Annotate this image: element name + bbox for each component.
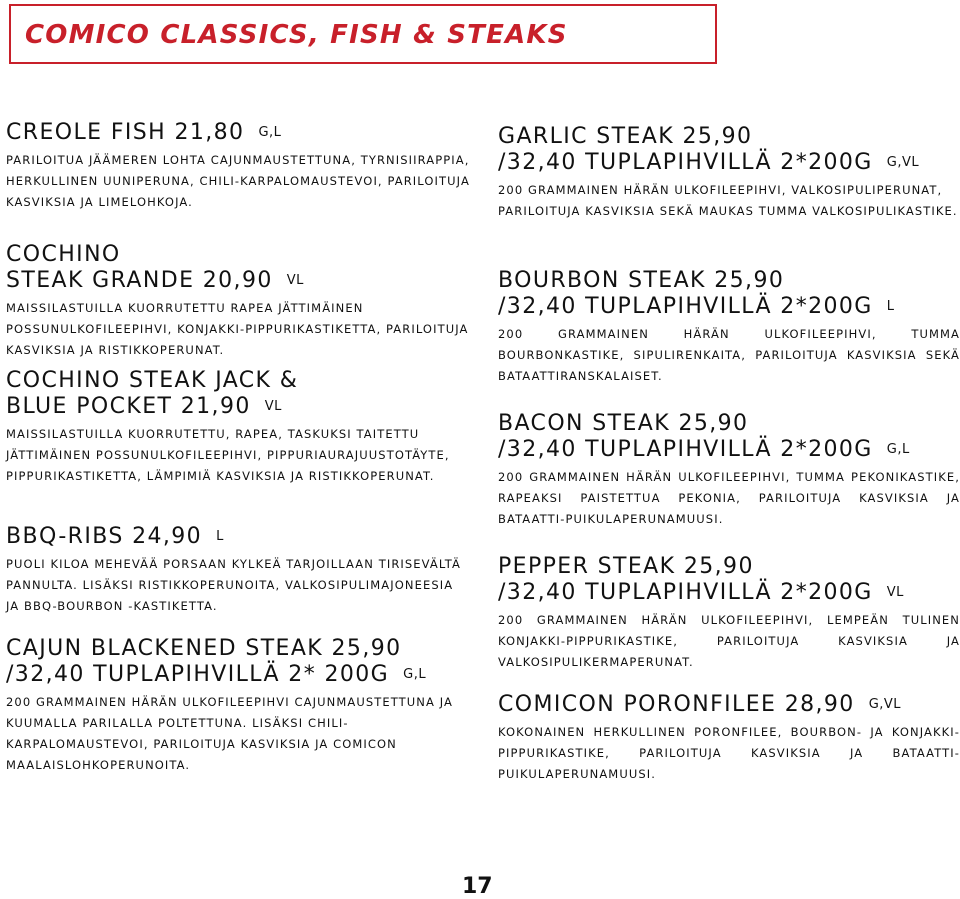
item-title (6, 120, 470, 146)
menu-item-garlic-steak (498, 124, 960, 222)
diet-tags: G,VL (868, 697, 902, 712)
item-description: 200 GRAMMAINEN HÄRÄN ULKOFILEEPIHVI CAJUNMAUSTETTUNA JA KUUMALLA PARILALLA POLTETTUNA. LISÄKSI CHILI-KARPALOMAUSTEVOI, PARILOITUJA KASVIKSIA JA COMICON MAALAISLOHKOPERUNOITA. (6, 695, 453, 772)
item-title-line: BACON STEAK 25,90 (498, 411, 749, 436)
menu-item-cajun-blackened-steak (6, 636, 470, 776)
item-title-line: BOURBON STEAK 25,90 (498, 268, 785, 293)
menu-item-cochino-steak-jack (6, 368, 470, 487)
menu-item-cochino-steak-grande (6, 242, 470, 361)
item-title (6, 368, 470, 420)
item-title (498, 268, 960, 320)
header-box (9, 4, 717, 64)
item-description: KOKONAINEN HERKULLINEN PORONFILEE, BOURBON- JA KONJAKKI-PIPPURIKASTIKE, PARILOITUJA KASVIKSIA JA BATAATTI-PUIKULAPERUNAMUUSI. (498, 725, 960, 781)
item-description: 200 GRAMMAINEN HÄRÄN ULKOFILEEPIHVI, LEMPEÄN TULINEN KONJAKKI-PIPPURIKASTIKE, PARILOITUJA KASVIKSIA JA VALKOSIPULIKERMAPERUNAT. (498, 613, 960, 669)
diet-tags: VL (886, 585, 904, 600)
item-title-line: COMICON PORONFILEE 28,90 (498, 692, 855, 717)
menu-item-bacon-steak (498, 411, 960, 530)
item-title (498, 554, 960, 606)
diet-tags: G,L (886, 442, 910, 457)
diet-tags: L (886, 299, 895, 314)
item-title-line: PEPPER STEAK 25,90 (498, 554, 754, 579)
item-title (498, 411, 960, 463)
item-title-line: CREOLE FISH 21,80 (6, 120, 245, 145)
menu-item-pepper-steak (498, 554, 960, 673)
menu-item-comicon-poronfilee (498, 692, 960, 785)
item-title-line: STEAK GRANDE 20,90 (6, 268, 273, 293)
diet-tags: L (216, 529, 224, 544)
diet-tags: VL (286, 273, 304, 288)
item-title-line: BBQ-RIBS 24,90 (6, 524, 203, 549)
item-title (6, 524, 470, 550)
item-description: 200 GRAMMAINEN HÄRÄN ULKOFILEEPIHVI, VALKOSIPULIPERUNAT, PARILOITUJA KASVIKSIA SEKÄ MAUKAS TUMMA VALKOSIPULIKASTIKE. (498, 183, 958, 218)
diet-tags: VL (264, 399, 282, 414)
item-title-line: CAJUN BLACKENED STEAK 25,90 (6, 636, 402, 661)
diet-tags: G,VL (886, 155, 920, 170)
page-title: COMICO CLASSICS, FISH & STEAKS (25, 20, 568, 50)
item-title (498, 124, 960, 176)
menu-item-creole-fish (6, 120, 470, 213)
diet-tags: G,L (258, 125, 282, 140)
item-title-line: /32,40 TUPLAPIHVILLÄ 2* 200G (6, 662, 390, 687)
page-number: 17 (462, 874, 493, 899)
item-description: MAISSILASTUILLA KUORRUTETTU RAPEA JÄTTIMÄINEN POSSUNULKOFILEEPIHVI, KONJAKKI-PIPPURIKASTIKETTA, PARILOITUJA KASVIKSIA JA RISTIKKOPERUNAT. (6, 301, 469, 357)
item-title-line: /32,40 TUPLAPIHVILLÄ 2*200G (498, 437, 873, 462)
item-title-line: BLUE POCKET 21,90 (6, 394, 251, 419)
item-title-line: /32,40 TUPLAPIHVILLÄ 2*200G (498, 294, 873, 319)
item-description: 200 GRAMMAINEN HÄRÄN ULKOFILEEPIHVI, TUMMA BOURBONKASTIKE, SIPULIRENKAITA, PARILOITUJA KASVIKSIA SEKÄ BATAATTIRANSKALAISET. (498, 327, 960, 383)
diet-tags: G,L (403, 667, 427, 682)
item-title (6, 636, 470, 688)
item-title-line: COCHINO STEAK JACK & (6, 368, 299, 393)
item-description: PUOLI KILOA MEHEVÄÄ PORSAAN KYLKEÄ TARJOILLAAN TIRISEVÄLTÄ PANNULTA. LISÄKSI RISTIKKOPERUNOITA, VALKOSIPULIMAJONEESIA JA BBQ-BOURBON -KASTIKETTA. (6, 557, 461, 613)
item-title (498, 692, 960, 718)
menu-item-bourbon-steak (498, 268, 960, 387)
item-description: PARILOITUA JÄÄMEREN LOHTA CAJUNMAUSTETTUNA, TYRNISIIRAPPIA, HERKULLINEN UUNIPERUNA, CHILI-KARPALOMAUSTEVOI, PARILOITUJA KASVIKSIA JA LIMELOHKOJA. (6, 153, 470, 209)
item-title-line: /32,40 TUPLAPIHVILLÄ 2*200G (498, 150, 873, 175)
item-title (6, 242, 470, 294)
item-description: 200 GRAMMAINEN HÄRÄN ULKOFILEEPIHVI, TUMMA PEKONIKASTIKE, RAPEAKSI PAISTETTUA PEKONIA, PARILOITUJA KASVIKSIA JA BATAATTI-PUIKULAPERUNAMUUSI. (498, 470, 960, 526)
item-title-line: /32,40 TUPLAPIHVILLÄ 2*200G (498, 580, 873, 605)
menu-item-bbq-ribs (6, 524, 470, 617)
item-title-line: COCHINO (6, 242, 121, 267)
item-description: MAISSILASTUILLA KUORRUTETTU, RAPEA, TASKUKSI TAITETTU JÄTTIMÄINEN POSSUNULKOFILEEPIHVI, PIPPURIAURAJUUSTOTÄYTE, PIPPURIKASTIKETTA, LÄMPIMIÄ KASVIKSIA JA RISTIKKOPERUNAT. (6, 427, 450, 483)
item-title-line: GARLIC STEAK 25,90 (498, 124, 753, 149)
